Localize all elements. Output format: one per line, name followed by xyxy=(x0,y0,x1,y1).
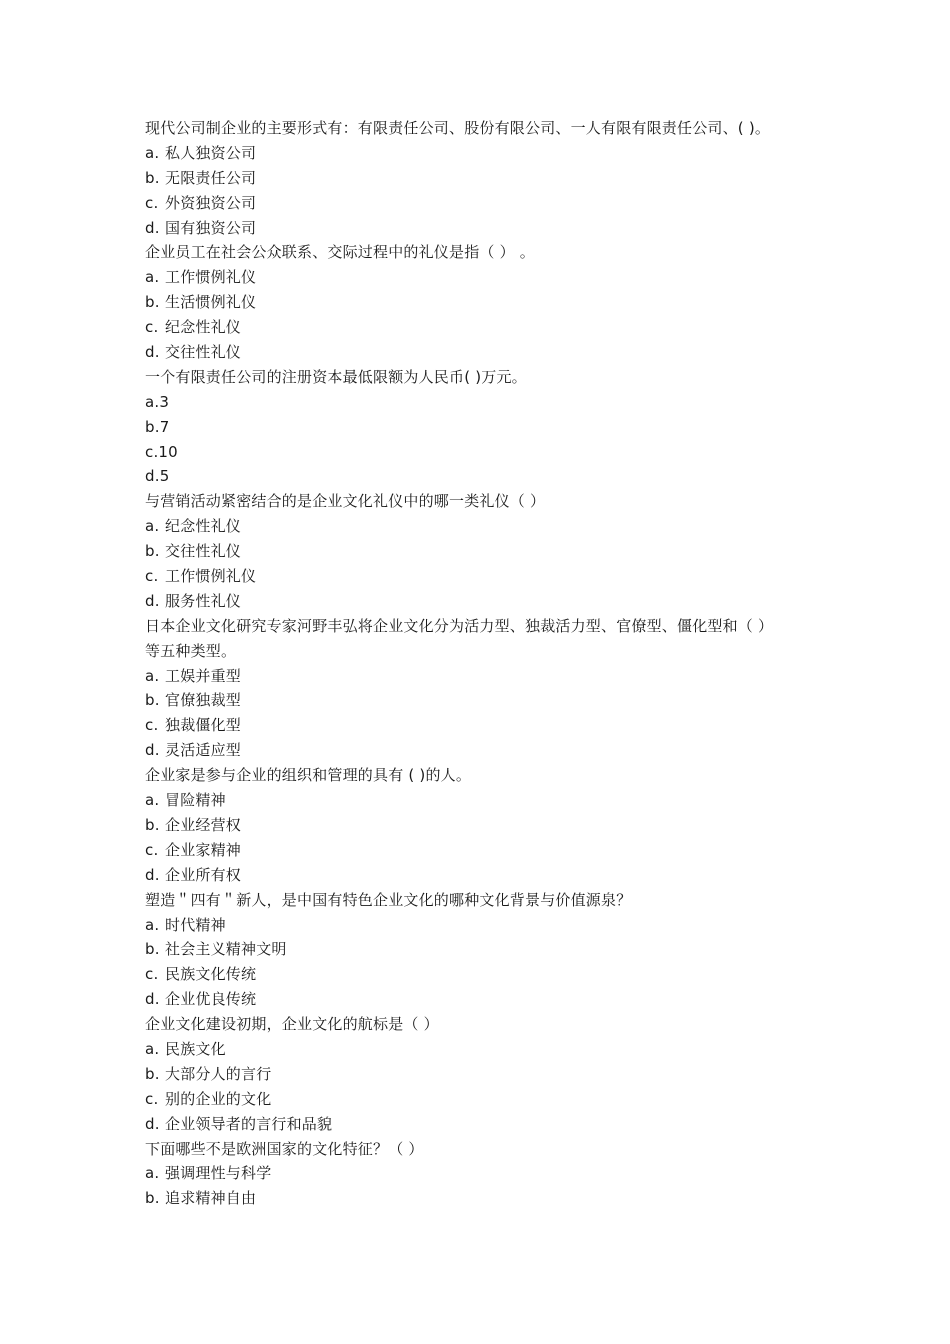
option-letter: d. xyxy=(145,343,160,362)
option-text: 独裁僵化型 xyxy=(165,716,242,735)
option-text: 纪念性礼仪 xyxy=(165,517,242,536)
option-text: 交往性礼仪 xyxy=(165,542,242,561)
question-block xyxy=(145,614,825,763)
option-text: 官僚独裁型 xyxy=(165,691,242,710)
option-letter: a. xyxy=(145,517,160,536)
option-text: 企业优良传统 xyxy=(165,990,257,1009)
option-text: 工作惯例礼仪 xyxy=(165,567,257,586)
option-letter: b. xyxy=(145,691,160,710)
option-text: 7 xyxy=(159,417,170,436)
option-letter: a. xyxy=(145,915,160,934)
question-text: 企业员工在社会公众联系、交际过程中的礼仪是指（ ） 。 xyxy=(145,243,535,262)
option-letter: c. xyxy=(145,567,159,586)
answer-option xyxy=(145,166,825,191)
option-text: 时代精神 xyxy=(165,915,226,934)
answer-option xyxy=(145,788,825,813)
answer-option xyxy=(145,265,825,290)
option-text: 企业领导者的言行和品貌 xyxy=(165,1114,333,1133)
answer-option xyxy=(145,290,825,315)
answer-option xyxy=(145,738,825,763)
question-block xyxy=(145,888,825,1012)
option-letter: b. xyxy=(145,1189,160,1208)
answer-option xyxy=(145,315,825,340)
option-letter: d. xyxy=(145,741,160,760)
option-letter: b. xyxy=(145,815,160,834)
option-text: 企业经营权 xyxy=(165,815,242,834)
option-text: 工作惯例礼仪 xyxy=(165,268,257,287)
option-text: 无限责任公司 xyxy=(165,168,257,187)
option-letter: a. xyxy=(145,268,160,287)
answer-option xyxy=(145,937,825,962)
option-text: 国有独资公司 xyxy=(165,218,257,237)
question-text: 下面哪些不是欧洲国家的文化特征？（ ） xyxy=(145,1139,424,1158)
option-text: 企业所有权 xyxy=(165,865,242,884)
answer-option xyxy=(145,1037,825,1062)
option-letter: c. xyxy=(145,716,159,735)
answer-option xyxy=(145,713,825,738)
answer-option xyxy=(145,539,825,564)
answer-option xyxy=(145,1087,825,1112)
question-text: 与营销活动紧密结合的是企业文化礼仪中的哪一类礼仪（ ） xyxy=(145,492,546,511)
option-letter: a. xyxy=(145,791,160,810)
option-text: 强调理性与科学 xyxy=(165,1164,272,1183)
answer-option xyxy=(145,141,825,166)
option-letter: d. xyxy=(145,218,160,237)
answer-option xyxy=(145,1062,825,1087)
answer-option xyxy=(145,962,825,987)
option-letter: b. xyxy=(145,1064,160,1083)
option-letter: c. xyxy=(145,442,159,461)
option-text: 追求精神自由 xyxy=(165,1189,257,1208)
option-text: 灵活适应型 xyxy=(165,741,242,760)
question-list xyxy=(145,116,825,1211)
answer-option xyxy=(145,838,825,863)
question-block xyxy=(145,240,825,364)
option-letter: b. xyxy=(145,417,160,436)
option-letter: b. xyxy=(145,293,160,312)
option-text: 工娱并重型 xyxy=(165,666,242,685)
answer-option xyxy=(145,913,825,938)
option-letter: b. xyxy=(145,940,160,959)
question-block xyxy=(145,1012,825,1136)
option-text: 3 xyxy=(159,392,170,411)
answer-option xyxy=(145,1161,825,1186)
option-text: 别的企业的文化 xyxy=(165,1089,272,1108)
answer-option xyxy=(145,1112,825,1137)
option-letter: d. xyxy=(145,990,160,1009)
answer-option xyxy=(145,589,825,614)
question-text: 现代公司制企业的主要形式有：有限责任公司、股份有限公司、一人有限有限责任公司、( )。 xyxy=(145,119,771,137)
answer-option xyxy=(145,440,825,465)
answer-option xyxy=(145,514,825,539)
answer-option xyxy=(145,191,825,216)
question-block xyxy=(145,365,825,489)
answer-option xyxy=(145,216,825,241)
answer-option xyxy=(145,1186,825,1211)
answer-option xyxy=(145,340,825,365)
option-text: 冒险精神 xyxy=(165,791,226,810)
question-block xyxy=(145,116,825,240)
question-text: 日本企业文化研究专家河野丰弘将企业文化分为活力型、独裁活力型、官僚型、僵化型和（ ） xyxy=(145,616,774,635)
option-letter: c. xyxy=(145,965,159,984)
option-letter: d. xyxy=(145,591,160,610)
option-text: 社会主义精神文明 xyxy=(165,940,287,959)
option-text: 10 xyxy=(158,442,178,461)
answer-option xyxy=(145,688,825,713)
option-text: 民族文化 xyxy=(165,1039,226,1058)
answer-option xyxy=(145,664,825,689)
answer-option xyxy=(145,813,825,838)
option-letter: c. xyxy=(145,318,159,337)
option-letter: c. xyxy=(145,1089,159,1108)
answer-option xyxy=(145,415,825,440)
answer-option xyxy=(145,464,825,489)
option-letter: b. xyxy=(145,168,160,187)
option-letter: a. xyxy=(145,392,160,411)
option-text: 私人独资公司 xyxy=(165,143,257,162)
question-block xyxy=(145,763,825,887)
answer-option xyxy=(145,390,825,415)
option-letter: d. xyxy=(145,467,160,486)
question-text: 企业家是参与企业的组织和管理的具有 ( )的人。 xyxy=(145,766,472,785)
question-block xyxy=(145,1137,825,1212)
option-text: 交往性礼仪 xyxy=(165,343,242,362)
option-letter: a. xyxy=(145,143,160,162)
question-text: 塑造＂四有＂新人，是中国有特色企业文化的哪种文化背景与价值源泉？ xyxy=(145,890,632,909)
option-text: 外资独资公司 xyxy=(165,193,257,212)
option-text: 5 xyxy=(159,467,170,486)
option-letter: a. xyxy=(145,666,160,685)
option-text: 生活惯例礼仪 xyxy=(165,293,257,312)
answer-option xyxy=(145,564,825,589)
option-letter: d. xyxy=(145,865,160,884)
answer-option xyxy=(145,863,825,888)
option-text: 民族文化传统 xyxy=(165,965,257,984)
option-letter: c. xyxy=(145,193,159,212)
option-letter: a. xyxy=(145,1164,160,1183)
question-text: 等五种类型。 xyxy=(145,641,237,660)
answer-option xyxy=(145,987,825,1012)
question-text: 一个有限责任公司的注册资本最低限额为人民币( )万元。 xyxy=(145,367,527,386)
question-text: 企业文化建设初期，企业文化的航标是（ ） xyxy=(145,1015,439,1034)
option-letter: b. xyxy=(145,542,160,561)
option-text: 服务性礼仪 xyxy=(165,591,242,610)
option-text: 纪念性礼仪 xyxy=(165,318,242,337)
option-letter: a. xyxy=(145,1039,160,1058)
option-text: 企业家精神 xyxy=(165,840,242,859)
option-letter: c. xyxy=(145,840,159,859)
option-text: 大部分人的言行 xyxy=(165,1064,272,1083)
question-block xyxy=(145,489,825,613)
option-letter: d. xyxy=(145,1114,160,1133)
